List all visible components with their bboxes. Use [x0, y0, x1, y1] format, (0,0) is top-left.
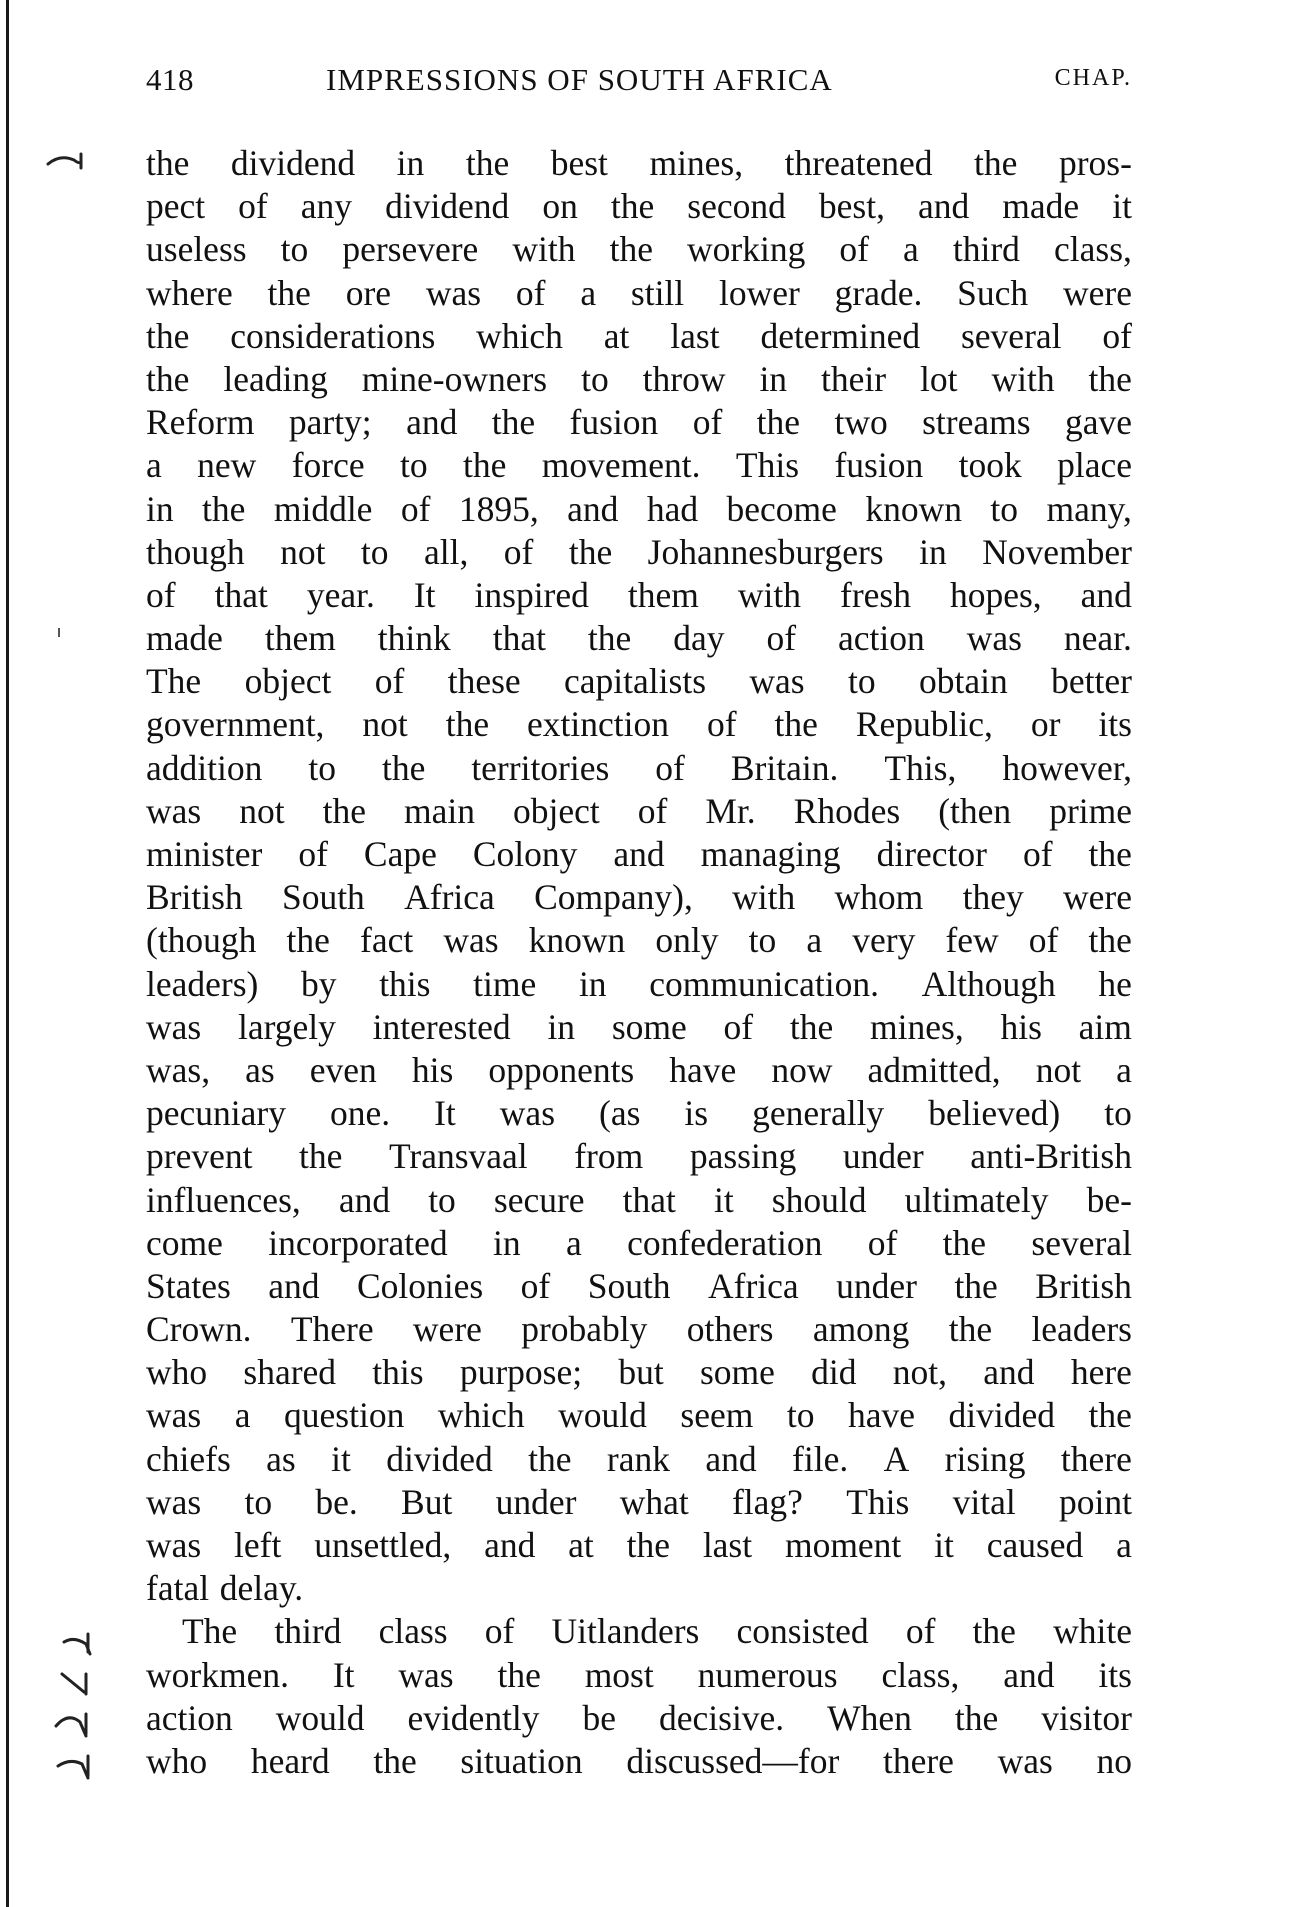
margin-mark-icon: [54, 1710, 98, 1740]
text-line: fatal delay.: [146, 1568, 304, 1609]
body-text: [146, 142, 1132, 1783]
margin-mark-icon: [62, 1630, 106, 1660]
margin-mark-icon: [46, 150, 90, 180]
running-head: [146, 62, 1132, 102]
text-line: who shared this purpose; but some did not, and here: [146, 1352, 1132, 1393]
text-line: The object of these capitalists was to obtain better: [146, 661, 1132, 702]
text-line: was a question which would seem to have divided the: [146, 1395, 1132, 1436]
text-line: though not to all, of the Johannesburgers in November: [146, 531, 1132, 572]
text-line: British South Africa Company), with whom they were: [146, 877, 1132, 918]
page-number: 418: [146, 62, 194, 97]
text-line: action would evidently be decisive. When the visitor: [146, 1697, 1132, 1738]
text-line: of that year. It inspired them with fresh hopes, and: [146, 574, 1132, 615]
text-line: was largely interested in some of the mines, his aim: [146, 1006, 1132, 1047]
text-line: where the ore was of a still lower grade. Such were: [146, 272, 1132, 313]
text-line: Crown. There were probably others among the leaders: [146, 1309, 1132, 1350]
text-line: who heard the situation discussed—for there was no: [146, 1740, 1132, 1781]
text-line: the considerations which at last determined several of: [146, 315, 1132, 356]
binding-edge: [6, 0, 9, 1907]
text-line: a new force to the movement. This fusion took place: [146, 445, 1132, 486]
text-line: The third class of Uitlanders consisted of the white: [182, 1611, 1132, 1652]
text-line: influences, and to secure that it should ultimately be-: [146, 1179, 1132, 1220]
text-line: prevent the Transvaal from passing under anti-British: [146, 1136, 1132, 1177]
text-line: the dividend in the best mines, threatened the pros-: [146, 143, 1132, 183]
margin-mark-icon: [56, 1752, 100, 1782]
chapter-abbreviation: CHAP.: [1054, 65, 1132, 91]
text-line: workmen. It was the most numerous class, and its: [146, 1654, 1132, 1695]
text-line: in the middle of 1895, and had become known to many,: [146, 488, 1132, 529]
text-line: addition to the territories of Britain. This, however,: [146, 747, 1132, 788]
text-line: chiefs as it divided the rank and file. A rising there: [146, 1438, 1132, 1479]
ink-speck: [58, 628, 60, 637]
text-line: leaders) by this time in communication. Although he: [146, 963, 1132, 1004]
text-line: the leading mine-owners to throw in their lot with the: [146, 358, 1132, 399]
text-line: was, as even his opponents have now admitted, not a: [146, 1049, 1132, 1090]
running-title: IMPRESSIONS OF SOUTH AFRICA: [326, 62, 833, 97]
text-line: States and Colonies of South Africa under the British: [146, 1265, 1132, 1306]
text-line: was left unsettled, and at the last moment it caused a: [146, 1525, 1132, 1565]
text-line: pecuniary one. It was (as is generally believed) to: [146, 1093, 1132, 1134]
margin-mark-icon: [60, 1670, 104, 1700]
text-line: was to be. But under what flag? This vital point: [146, 1481, 1132, 1522]
text-line: made them think that the day of action was near.: [146, 618, 1132, 659]
text-line: come incorporated in a confederation of the several: [146, 1222, 1132, 1263]
text-line: pect of any dividend on the second best, and made it: [146, 186, 1132, 227]
text-line: (though the fact was known only to a very few of the: [146, 920, 1132, 961]
text-line: useless to persevere with the working of a third class,: [146, 229, 1132, 270]
text-line: was not the main object of Mr. Rhodes (then prime: [146, 790, 1132, 831]
text-line: Reform party; and the fusion of the two streams gave: [146, 402, 1132, 443]
text-line: minister of Cape Colony and managing director of the: [146, 834, 1132, 874]
text-line: government, not the extinction of the Republic, or its: [146, 704, 1132, 745]
